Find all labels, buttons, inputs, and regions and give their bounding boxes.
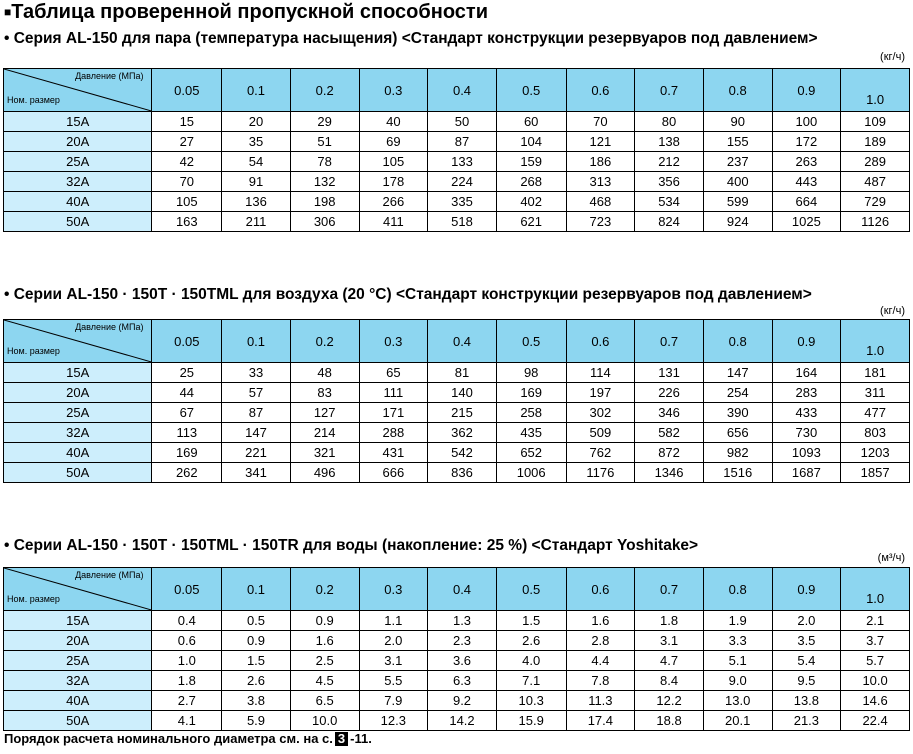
capacity-cell: 171: [359, 403, 428, 423]
capacity-cell: 599: [703, 192, 772, 212]
capacity-cell: 132: [290, 172, 359, 192]
capacity-cell: 178: [359, 172, 428, 192]
capacity-cell: 155: [703, 132, 772, 152]
table-row: [4, 443, 910, 463]
capacity-cell: 487: [841, 172, 910, 192]
capacity-cell: 542: [428, 443, 497, 463]
capacity-cell: 652: [496, 443, 566, 463]
capacity-cell: 1093: [772, 443, 841, 463]
unit-label-steam: (кг/ч): [880, 51, 905, 63]
capacity-cell: 924: [703, 212, 772, 232]
capacity-cell: 0.9: [222, 631, 291, 651]
capacity-cell: 824: [635, 212, 704, 232]
size-cell: 50A: [4, 711, 152, 731]
capacity-cell: 12.3: [359, 711, 428, 731]
capacity-cell: 44: [152, 383, 222, 403]
capacity-cell: 723: [566, 212, 635, 232]
pressure-header: 0.3: [359, 568, 428, 611]
size-cell: 20A: [4, 132, 152, 152]
size-cell: 20A: [4, 631, 152, 651]
capacity-cell: 0.9: [290, 611, 359, 631]
capacity-cell: 81: [428, 363, 497, 383]
capacity-cell: 390: [703, 403, 772, 423]
capacity-cell: 306: [290, 212, 359, 232]
pressure-header: 0.5: [496, 568, 566, 611]
capacity-cell: 121: [566, 132, 635, 152]
capacity-cell: 20.1: [703, 711, 772, 731]
capacity-cell: 12.2: [635, 691, 704, 711]
capacity-cell: 169: [496, 383, 566, 403]
pressure-header: 0.2: [290, 568, 359, 611]
capacity-cell: 3.7: [841, 631, 910, 651]
capacity-cell: 140: [428, 383, 497, 403]
capacity-cell: 2.7: [152, 691, 222, 711]
size-cell: 40A: [4, 192, 152, 212]
capacity-cell: 411: [359, 212, 428, 232]
capacity-cell: 198: [290, 192, 359, 212]
capacity-cell: 664: [772, 192, 841, 212]
size-axis-label: Ном. размер: [7, 95, 60, 105]
capacity-cell: 212: [635, 152, 704, 172]
pressure-header: 0.1: [222, 568, 291, 611]
capacity-cell: 104: [496, 132, 566, 152]
pressure-header: 0.3: [359, 69, 428, 112]
capacity-cell: 836: [428, 463, 497, 483]
unit-label-air: (кг/ч): [880, 305, 905, 317]
capacity-cell: 197: [566, 383, 635, 403]
capacity-cell: 5.1: [703, 651, 772, 671]
capacity-cell: 1.8: [635, 611, 704, 631]
capacity-cell: 2.3: [428, 631, 497, 651]
size-axis-label: Ном. размер: [7, 346, 60, 356]
capacity-cell: 15.9: [496, 711, 566, 731]
capacity-cell: 362: [428, 423, 497, 443]
capacity-cell: 356: [635, 172, 704, 192]
page-title: [4, 1, 488, 24]
capacity-cell: 2.6: [222, 671, 291, 691]
pressure-header: 0.8: [703, 320, 772, 363]
capacity-cell: 509: [566, 423, 635, 443]
capacity-cell: 1.9: [703, 611, 772, 631]
capacity-cell: 33: [222, 363, 291, 383]
size-cell: 32A: [4, 423, 152, 443]
capacity-cell: 729: [841, 192, 910, 212]
capacity-cell: 1.5: [222, 651, 291, 671]
capacity-cell: 534: [635, 192, 704, 212]
capacity-cell: 7.9: [359, 691, 428, 711]
capacity-cell: 1.8: [152, 671, 222, 691]
pressure-header: 0.7: [635, 568, 704, 611]
capacity-cell: 1.6: [566, 611, 635, 631]
capacity-cell: 2.8: [566, 631, 635, 651]
capacity-cell: 313: [566, 172, 635, 192]
capacity-cell: 288: [359, 423, 428, 443]
pressure-header: 0.7: [635, 320, 704, 363]
capacity-cell: 211: [222, 212, 291, 232]
capacity-cell: 70: [152, 172, 222, 192]
capacity-cell: 433: [772, 403, 841, 423]
capacity-cell: 7.8: [566, 671, 635, 691]
capacity-cell: 5.9: [222, 711, 291, 731]
capacity-cell: 666: [359, 463, 428, 483]
capacity-cell: 2.0: [359, 631, 428, 651]
page-title-text: Таблица проверенной пропускной способности: [11, 1, 488, 23]
capacity-cell: 3.6: [428, 651, 497, 671]
pressure-header: 0.9: [772, 69, 841, 112]
pressure-header: 1.0: [841, 320, 910, 363]
size-cell: 40A: [4, 443, 152, 463]
capacity-cell: 9.0: [703, 671, 772, 691]
capacity-cell: 5.5: [359, 671, 428, 691]
pressure-header: 0.6: [566, 568, 635, 611]
capacity-cell: 10.0: [841, 671, 910, 691]
pressure-header: 0.4: [428, 320, 497, 363]
pressure-header: 0.9: [772, 568, 841, 611]
capacity-cell: 159: [496, 152, 566, 172]
capacity-cell: 1203: [841, 443, 910, 463]
size-cell: 50A: [4, 212, 152, 232]
capacity-cell: 131: [635, 363, 704, 383]
capacity-cell: 221: [222, 443, 291, 463]
capacity-cell: 51: [290, 132, 359, 152]
capacity-cell: 105: [359, 152, 428, 172]
capacity-cell: 69: [359, 132, 428, 152]
capacity-cell: 402: [496, 192, 566, 212]
capacity-cell: 311: [841, 383, 910, 403]
table-row: [4, 631, 910, 651]
page-ref-badge: 3: [335, 732, 348, 746]
capacity-cell: 214: [290, 423, 359, 443]
header-row: [4, 568, 910, 611]
capacity-cell: 17.4: [566, 711, 635, 731]
size-cell: 25A: [4, 152, 152, 172]
pressure-header: 1.0: [841, 69, 910, 112]
capacity-cell: 496: [290, 463, 359, 483]
corner-header: [4, 320, 152, 363]
corner-header: [4, 69, 152, 112]
capacity-cell: 0.5: [222, 611, 291, 631]
capacity-cell: 147: [222, 423, 291, 443]
capacity-cell: 4.1: [152, 711, 222, 731]
capacity-cell: 13.0: [703, 691, 772, 711]
capacity-cell: 186: [566, 152, 635, 172]
pressure-header: 0.05: [152, 320, 222, 363]
size-cell: 25A: [4, 403, 152, 423]
footer-note: [4, 731, 372, 746]
capacity-cell: 78: [290, 152, 359, 172]
capacity-cell: 90: [703, 112, 772, 132]
capacity-cell: 4.5: [290, 671, 359, 691]
capacity-cell: 341: [222, 463, 291, 483]
footer-text: Порядок расчета номинального диаметра см. на с.: [4, 731, 333, 746]
pressure-header: 1.0: [841, 568, 910, 611]
capacity-cell: 982: [703, 443, 772, 463]
capacity-cell: 803: [841, 423, 910, 443]
capacity-cell: 224: [428, 172, 497, 192]
capacity-cell: 98: [496, 363, 566, 383]
capacity-cell: 226: [635, 383, 704, 403]
capacity-cell: 9.2: [428, 691, 497, 711]
capacity-cell: 346: [635, 403, 704, 423]
capacity-cell: 321: [290, 443, 359, 463]
pressure-header: 0.2: [290, 69, 359, 112]
table-row: [4, 152, 910, 172]
capacity-cell: 113: [152, 423, 222, 443]
capacity-cell: 114: [566, 363, 635, 383]
pressure-header: 0.4: [428, 568, 497, 611]
capacity-cell: 10.0: [290, 711, 359, 731]
capacity-cell: 1857: [841, 463, 910, 483]
title-marker: ■: [4, 5, 12, 19]
capacity-cell: 1.6: [290, 631, 359, 651]
capacity-cell: 762: [566, 443, 635, 463]
capacity-cell: 27: [152, 132, 222, 152]
size-cell: 15A: [4, 363, 152, 383]
capacity-cell: 42: [152, 152, 222, 172]
capacity-cell: 400: [703, 172, 772, 192]
capacity-cell: 70: [566, 112, 635, 132]
table-row: [4, 383, 910, 403]
table-row: [4, 212, 910, 232]
capacity-table-steam: [3, 68, 910, 232]
capacity-cell: 109: [841, 112, 910, 132]
capacity-cell: 80: [635, 112, 704, 132]
capacity-cell: 302: [566, 403, 635, 423]
size-cell: 50A: [4, 463, 152, 483]
capacity-cell: 21.3: [772, 711, 841, 731]
size-cell: 20A: [4, 383, 152, 403]
capacity-cell: 1346: [635, 463, 704, 483]
size-axis-label: Ном. размер: [7, 594, 60, 604]
capacity-cell: 133: [428, 152, 497, 172]
header-row: [4, 69, 910, 112]
capacity-cell: 87: [222, 403, 291, 423]
capacity-cell: 0.4: [152, 611, 222, 631]
capacity-cell: 91: [222, 172, 291, 192]
table-row: [4, 611, 910, 631]
capacity-cell: 2.5: [290, 651, 359, 671]
capacity-cell: 5.7: [841, 651, 910, 671]
capacity-cell: 4.7: [635, 651, 704, 671]
pressure-header: 0.1: [222, 320, 291, 363]
table-row: [4, 172, 910, 192]
header-row: [4, 320, 910, 363]
capacity-cell: 268: [496, 172, 566, 192]
capacity-cell: 262: [152, 463, 222, 483]
capacity-cell: 263: [772, 152, 841, 172]
capacity-cell: 477: [841, 403, 910, 423]
capacity-cell: 40: [359, 112, 428, 132]
capacity-cell: 254: [703, 383, 772, 403]
capacity-cell: 10.3: [496, 691, 566, 711]
capacity-cell: 22.4: [841, 711, 910, 731]
table-row: [4, 423, 910, 443]
capacity-cell: 111: [359, 383, 428, 403]
capacity-cell: 57: [222, 383, 291, 403]
pressure-header: 0.05: [152, 69, 222, 112]
footer-text-end: -11.: [350, 731, 372, 746]
capacity-cell: 87: [428, 132, 497, 152]
capacity-cell: 60: [496, 112, 566, 132]
capacity-cell: 872: [635, 443, 704, 463]
capacity-cell: 6.3: [428, 671, 497, 691]
capacity-cell: 435: [496, 423, 566, 443]
capacity-cell: 105: [152, 192, 222, 212]
capacity-cell: 164: [772, 363, 841, 383]
capacity-cell: 50: [428, 112, 497, 132]
table-row: [4, 711, 910, 731]
capacity-cell: 7.1: [496, 671, 566, 691]
capacity-cell: 8.4: [635, 671, 704, 691]
capacity-cell: 4.4: [566, 651, 635, 671]
capacity-cell: 656: [703, 423, 772, 443]
capacity-cell: 35: [222, 132, 291, 152]
table-row: [4, 463, 910, 483]
capacity-cell: 215: [428, 403, 497, 423]
capacity-cell: 1.3: [428, 611, 497, 631]
capacity-cell: 127: [290, 403, 359, 423]
capacity-cell: 1.1: [359, 611, 428, 631]
pressure-header: 0.1: [222, 69, 291, 112]
table-row: [4, 671, 910, 691]
capacity-cell: 431: [359, 443, 428, 463]
pressure-header: 0.5: [496, 69, 566, 112]
table-row: [4, 651, 910, 671]
size-cell: 25A: [4, 651, 152, 671]
capacity-table-water: [3, 567, 910, 731]
capacity-cell: 169: [152, 443, 222, 463]
capacity-cell: 289: [841, 152, 910, 172]
unit-label-water: (м³/ч): [877, 552, 905, 564]
size-cell: 15A: [4, 112, 152, 132]
capacity-cell: 4.0: [496, 651, 566, 671]
capacity-cell: 5.4: [772, 651, 841, 671]
pressure-header: 0.6: [566, 69, 635, 112]
capacity-cell: 1006: [496, 463, 566, 483]
section-title-steam: • Серия AL-150 для пара (температура насыщения) <Стандарт конструкции резервуаров под давлением>: [4, 30, 818, 47]
capacity-cell: 258: [496, 403, 566, 423]
capacity-cell: 13.8: [772, 691, 841, 711]
capacity-cell: 2.6: [496, 631, 566, 651]
capacity-cell: 3.1: [635, 631, 704, 651]
table-row: [4, 363, 910, 383]
capacity-cell: 9.5: [772, 671, 841, 691]
capacity-cell: 147: [703, 363, 772, 383]
table-row: [4, 691, 910, 711]
pressure-header: 0.9: [772, 320, 841, 363]
capacity-cell: 1025: [772, 212, 841, 232]
pressure-header: 0.6: [566, 320, 635, 363]
pressure-header: 0.8: [703, 69, 772, 112]
capacity-cell: 14.2: [428, 711, 497, 731]
capacity-cell: 468: [566, 192, 635, 212]
capacity-cell: 2.0: [772, 611, 841, 631]
size-cell: 32A: [4, 172, 152, 192]
capacity-cell: 1516: [703, 463, 772, 483]
capacity-cell: 29: [290, 112, 359, 132]
capacity-cell: 621: [496, 212, 566, 232]
capacity-cell: 189: [841, 132, 910, 152]
capacity-cell: 54: [222, 152, 291, 172]
capacity-cell: 14.6: [841, 691, 910, 711]
capacity-cell: 1176: [566, 463, 635, 483]
pressure-header: 0.8: [703, 568, 772, 611]
capacity-cell: 730: [772, 423, 841, 443]
capacity-cell: 1.0: [152, 651, 222, 671]
capacity-cell: 335: [428, 192, 497, 212]
capacity-table-air: [3, 319, 910, 483]
capacity-cell: 18.8: [635, 711, 704, 731]
capacity-cell: 163: [152, 212, 222, 232]
capacity-cell: 0.6: [152, 631, 222, 651]
capacity-cell: 266: [359, 192, 428, 212]
capacity-cell: 138: [635, 132, 704, 152]
capacity-cell: 15: [152, 112, 222, 132]
table-row: [4, 403, 910, 423]
capacity-cell: 2.1: [841, 611, 910, 631]
capacity-cell: 181: [841, 363, 910, 383]
pressure-axis-label: Давление (МПа): [75, 71, 144, 81]
pressure-header: 0.7: [635, 69, 704, 112]
capacity-cell: 1.5: [496, 611, 566, 631]
capacity-cell: 172: [772, 132, 841, 152]
capacity-cell: 100: [772, 112, 841, 132]
capacity-cell: 283: [772, 383, 841, 403]
capacity-cell: 6.5: [290, 691, 359, 711]
capacity-cell: 3.5: [772, 631, 841, 651]
capacity-cell: 1687: [772, 463, 841, 483]
table-row: [4, 132, 910, 152]
pressure-header: 0.5: [496, 320, 566, 363]
pressure-header: 0.2: [290, 320, 359, 363]
capacity-cell: 83: [290, 383, 359, 403]
capacity-cell: 48: [290, 363, 359, 383]
capacity-cell: 443: [772, 172, 841, 192]
table-row: [4, 112, 910, 132]
capacity-cell: 67: [152, 403, 222, 423]
capacity-cell: 3.8: [222, 691, 291, 711]
section-title-water: • Серии AL-150 · 150T · 150TML · 150TR для воды (накопление: 25 %) <Стандарт Yoshitake>: [4, 537, 699, 554]
size-cell: 32A: [4, 671, 152, 691]
capacity-cell: 136: [222, 192, 291, 212]
pressure-axis-label: Давление (МПа): [75, 570, 144, 580]
pressure-header: 0.3: [359, 320, 428, 363]
capacity-cell: 1126: [841, 212, 910, 232]
capacity-cell: 65: [359, 363, 428, 383]
pressure-header: 0.05: [152, 568, 222, 611]
size-cell: 15A: [4, 611, 152, 631]
capacity-cell: 20: [222, 112, 291, 132]
pressure-axis-label: Давление (МПа): [75, 322, 144, 332]
size-cell: 40A: [4, 691, 152, 711]
capacity-cell: 3.3: [703, 631, 772, 651]
capacity-cell: 11.3: [566, 691, 635, 711]
capacity-cell: 25: [152, 363, 222, 383]
section-title-air: • Серии AL-150 · 150T · 150TML для воздуха (20 °C) <Стандарт конструкции резервуаров под давлением>: [4, 286, 812, 303]
corner-header: [4, 568, 152, 611]
capacity-cell: 518: [428, 212, 497, 232]
capacity-cell: 237: [703, 152, 772, 172]
capacity-cell: 3.1: [359, 651, 428, 671]
table-row: [4, 192, 910, 212]
capacity-cell: 582: [635, 423, 704, 443]
pressure-header: 0.4: [428, 69, 497, 112]
